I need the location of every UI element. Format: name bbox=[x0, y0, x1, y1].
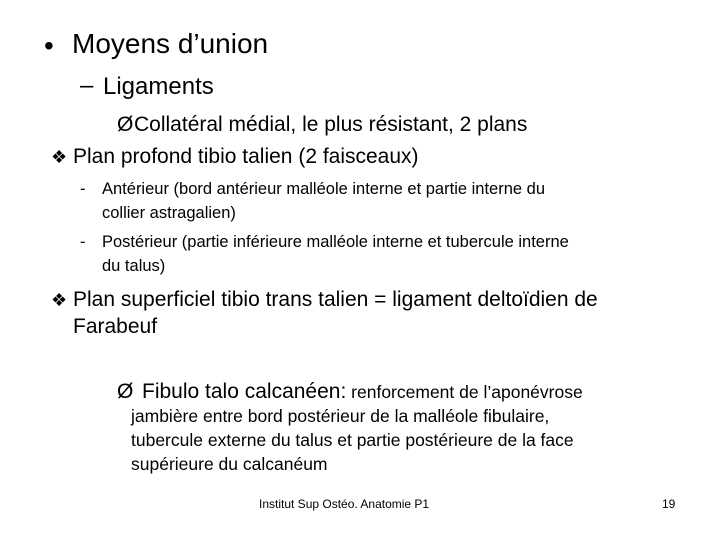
fibulo-line-2: jambière entre bord postérieur de la malléole fibulaire, bbox=[131, 406, 550, 426]
fibulo-first-line bbox=[142, 380, 583, 404]
posterior-line-2: du talus) bbox=[102, 257, 166, 275]
anterior-line-1: Antérieur (bord antérieur malléole interne et partie interne du bbox=[102, 180, 546, 198]
footer-institution: Institut Sup Ostéo. Anatomie P1 bbox=[259, 497, 430, 511]
diamond-bullet-icon: ❖ bbox=[51, 147, 68, 167]
subheading-ligaments: Ligaments bbox=[103, 73, 214, 100]
arrow-bullet-icon: Ø bbox=[117, 380, 134, 403]
arrow-bullet-icon: Ø bbox=[117, 113, 134, 136]
deep-plane-text: Plan profond tibio talien (2 faisceaux) bbox=[73, 145, 419, 168]
anterior-line-2: collier astragalien) bbox=[102, 204, 236, 222]
fibulo-line-4: supérieure du calcanéum bbox=[131, 454, 328, 474]
superficial-plane-line-2: Farabeuf bbox=[73, 315, 158, 338]
heading-moyens-union: Moyens d’union bbox=[72, 28, 269, 59]
page-number: 19 bbox=[662, 497, 676, 511]
posterior-line-1: Postérieur (partie inférieure malléole interne et tubercule interne bbox=[102, 233, 569, 251]
fibulo-title: Fibulo talo calcanéen: bbox=[142, 380, 347, 403]
dash-icon: - bbox=[80, 180, 86, 198]
bullet-icon: • bbox=[44, 30, 54, 61]
superficial-plane-line-1: Plan superficiel tibio trans talien = ligament deltoïdien de bbox=[73, 288, 598, 311]
diamond-bullet-icon: ❖ bbox=[51, 290, 68, 310]
fibulo-line-3: tubercule externe du talus et partie postérieure de la face bbox=[131, 430, 574, 450]
collateral-medial-text: Collatéral médial, le plus résistant, 2 plans bbox=[134, 113, 528, 136]
fibulo-lead: renforcement de l’aponévrose bbox=[346, 382, 583, 402]
dash-icon: - bbox=[80, 233, 86, 251]
dash-icon: – bbox=[80, 72, 94, 99]
